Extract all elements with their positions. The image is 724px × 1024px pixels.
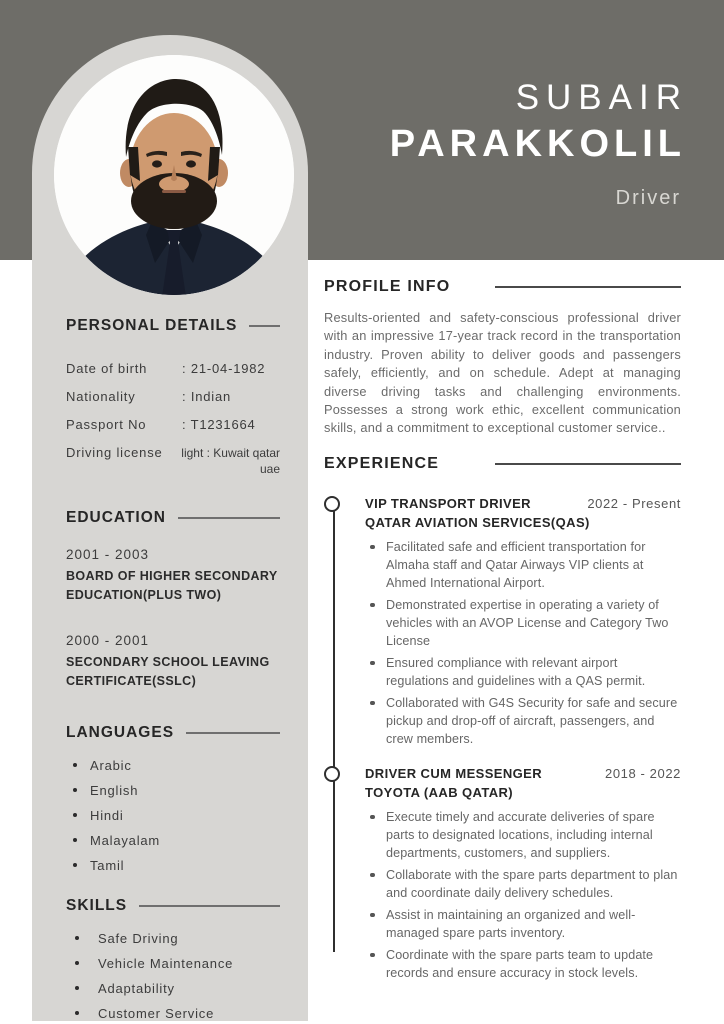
skill-item: Adaptability [66,981,280,996]
detail-label: Nationality [66,389,136,404]
job-dates: 2018 - 2022 [605,765,681,781]
skill-item: Customer Service [66,1006,280,1021]
languages-section [66,724,280,873]
experience-heading: EXPERIENCE [324,454,440,472]
detail-row-passport [66,417,280,432]
last-name: PARAKKOLIL [389,123,686,165]
skill-item: Safe Driving [66,931,280,946]
language-item: Arabic [66,758,280,773]
profile-section [324,278,681,438]
profile-summary: Results-oriented and safety-conscious professional driver with an impressive 17-year track record in the transportation industry. Proven ability to deliver goods and passengers safely, efficiently, and on schedule. Adept at managing diverse driving tasks and challenging environments. Possesses a strong work ethic, excellent communication skills, and a commitment to exceptional customer service.. [324,310,681,436]
experience-heading-row [324,455,681,473]
timeline-dot-icon [324,496,340,512]
experience-item [365,766,681,982]
education-years: 2001 - 2003 [66,547,150,563]
language-item: Hindi [66,808,280,823]
heading-rule [178,517,280,519]
education-item [66,633,280,691]
job-bullet: Execute timely and accurate deliveries of spare parts to designated locations, including internal departments, customers, and suppliers. [365,808,681,862]
profile-photo [54,55,294,295]
job-bullet: Collaborate with the spare parts department to plan and coordinate daily delivery schedules. [365,866,681,902]
job-bullet: Collaborated with G4S Security for safe and secure pickup and drop-off of aircraft, passengers, and crew members. [365,694,681,748]
experience-item [365,496,681,748]
personal-details-rows [66,361,280,477]
skills-list [66,931,280,1021]
job-bullet-list [365,538,681,748]
job-bullet: Assist in maintaining an organized and well-managed spare parts inventory. [365,906,681,942]
job-bullet-list [365,808,681,982]
education-item [66,547,280,605]
portrait-illustration [54,55,294,295]
detail-label: Driving license [66,445,163,460]
language-item: English [66,783,280,798]
detail-row-nationality [66,389,280,404]
sidebar [32,35,308,1021]
skills-heading-row [66,897,280,915]
job-company: TOYOTA (AAB QATAR) [365,784,514,800]
detail-value: light : Kuwait qatar uae [181,446,280,477]
personal-details-heading-row [66,317,280,335]
heading-rule [249,325,280,327]
heading-rule [495,286,681,288]
languages-list [66,758,280,873]
languages-heading: LANGUAGES [66,724,175,742]
job-title-text: VIP TRANSPORT DRIVER [365,495,531,511]
personal-details-heading: PERSONAL DETAILS [66,317,238,334]
detail-row-dob [66,361,280,376]
detail-value: : Indian [182,389,232,404]
job-bullet: Demonstrated expertise in operating a variety of vehicles with an AVOP License and Category Two License [365,596,681,650]
education-years: 2000 - 2001 [66,632,150,648]
name-block [389,78,688,210]
education-title: SECONDARY SCHOOL LEAVING CERTIFICATE(SSLC) [66,654,270,688]
language-item: Tamil [66,858,280,873]
detail-label: Passport No [66,417,147,432]
job-title: Driver [615,187,681,209]
skills-heading: SKILLS [66,897,128,915]
skills-section [66,897,280,1021]
education-section [66,509,280,690]
profile-heading-row [324,278,681,296]
education-title: BOARD OF HIGHER SECONDARY EDUCATION(PLUS TWO) [66,569,278,603]
languages-heading-row [66,724,280,742]
timeline-dot-icon [324,766,340,782]
profile-heading: PROFILE INFO [324,278,451,295]
skill-item: Vehicle Maintenance [66,956,280,971]
main-column [324,278,681,1000]
job-company: QATAR AVIATION SERVICES(QAS) [365,514,590,530]
job-bullet: Ensured compliance with relevant airport regulations and guidelines with a QAS permit. [365,654,681,690]
education-heading-row [66,509,280,527]
job-header [365,496,681,511]
job-dates: 2022 - Present [587,495,681,511]
first-name: SUBAIR [515,78,688,117]
language-item: Malayalam [66,833,280,848]
sidebar-content [32,317,308,1024]
heading-rule [495,463,681,465]
education-heading: EDUCATION [66,509,166,527]
detail-value: : 21-04-1982 [182,361,266,376]
job-bullet: Facilitated safe and efficient transportation for Almaha staff and Qatar Airways VIP clients at Ahmed International Airport. [365,538,681,592]
experience-timeline [324,496,681,982]
heading-rule [186,732,280,734]
detail-row-driving-license [66,445,280,477]
job-bullet: Coordinate with the spare parts team to update records and ensure accuracy in stock levels. [365,946,681,982]
detail-label: Date of birth [66,361,148,376]
personal-details-section [66,317,280,477]
detail-value: : T1231664 [182,417,256,432]
job-title-text: DRIVER CUM MESSENGER [365,765,543,781]
experience-section [324,455,681,982]
heading-rule [139,905,280,907]
job-header [365,766,681,781]
